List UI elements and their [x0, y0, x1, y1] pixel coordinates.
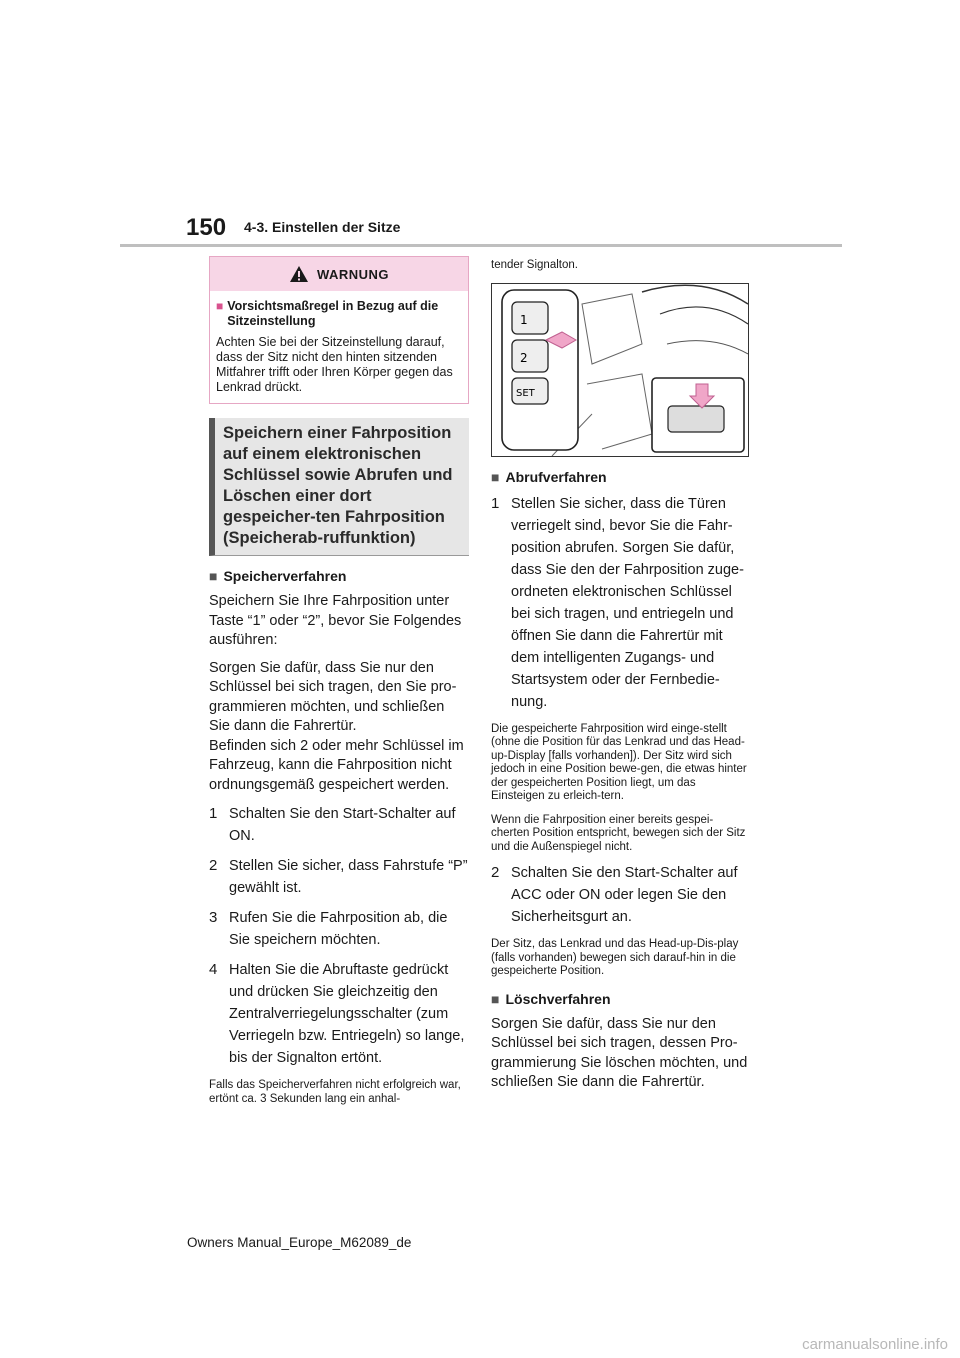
step-number: 1 [491, 494, 500, 512]
warning-label: WARNUNG [316, 266, 390, 282]
square-bullet-icon: ■ [491, 468, 500, 485]
subheading-text: Abrufverfahren [505, 468, 607, 485]
step-text: Stellen Sie sicher, dass Fahrstufe “P” gewählt ist. [229, 858, 468, 896]
warning-body [210, 291, 468, 403]
footer-doc-id: Owners Manual_Europe_M62089_de [187, 1235, 412, 1250]
step-number: 1 [209, 805, 218, 822]
paragraph: Speichern Sie Ihre Fahrposition unter Taste “1” oder “2”, bevor Sie Folgendes ausführen: [209, 593, 462, 648]
paragraph [209, 659, 469, 796]
square-bullet-icon: ■ [216, 299, 224, 313]
paragraph-line: Befinden sich 2 oder mehr Schlüssel im Fahrzeug, kann die Fahrposition nicht ordnungsgemäß gespeichert werden. [209, 737, 464, 793]
section-title: 4-3. Einstellen der Sitze [244, 219, 401, 235]
page-number: 150 [186, 214, 227, 241]
step-text: Rufen Sie die Fahrposition ab, die Sie speichern möchten. [229, 910, 448, 948]
square-bullet-icon: ■ [209, 568, 218, 584]
memory-button-2: 2 [520, 350, 528, 365]
step-item [491, 862, 751, 928]
step-text: Stellen Sie sicher, dass die Türen verriegelt sind, bevor Sie die Fahr-position abrufen. Sorgen Sie dafür, dass Sie den der Fahrposition zuge-ordneten elektronischen Schlüssel bei sich tragen, und entriegeln und öffnen Sie dann die Fahrertür mit dem intelligenten Zugangs- und Startsystem oder der Fernbedie-nung. [511, 495, 744, 710]
warning-box [209, 256, 469, 404]
warning-title-text: Vorsichtsmaßregel in Bezug auf die Sitzeinstellung [227, 299, 439, 328]
note: Der Sitz, das Lenkrad und das Head-up-Dis-play (falls vorhanden) bewegen sich darauf-hin in die gespeicherte Position. [491, 938, 739, 977]
header-divider [120, 244, 842, 247]
note-continuation: tender Signalton. [491, 259, 578, 271]
subheading-abrufverfahren [491, 469, 751, 485]
subheading-text: Speicherverfahren [223, 568, 347, 584]
step-text: Schalten Sie den Start-Schalter auf ACC oder ON oder legen Sie den Sicherheitsgurt an. [511, 865, 738, 925]
door-switch-drawing [492, 284, 748, 456]
step-item [209, 959, 469, 1069]
note: Wenn die Fahrposition einer bereits gespei-cherten Position entspricht, bewegen sich der Sitz und die Außenspiegel nicht. [491, 813, 746, 853]
step-number: 4 [209, 961, 218, 978]
warning-triangle-icon [289, 265, 309, 283]
right-column [491, 256, 751, 1093]
step-number: 3 [209, 909, 218, 926]
watermark: carmanualsonline.info [802, 1336, 948, 1353]
memory-switch-illustration [491, 283, 749, 457]
step-number: 2 [209, 857, 218, 874]
step-item [209, 855, 469, 899]
step-item [491, 493, 751, 713]
paragraph-line: Sorgen Sie dafür, dass Sie nur den Schlüssel bei sich tragen, den Sie pro-grammieren möchten, und schließen Sie dann die Fahrertür. [209, 659, 457, 734]
step-item [209, 803, 469, 847]
step-text: Halten Sie die Abruftaste gedrückt und drücken Sie gleichzeitig den Zentralverriegelungsschalter (zum Verriegeln bzw. Entriegeln) so lange, bis der Signalton ertönt. [229, 962, 465, 1066]
step-item [209, 907, 469, 951]
subheading-text: Löschverfahren [505, 990, 611, 1007]
warning-header [210, 257, 468, 291]
step-number: 2 [491, 864, 500, 881]
warning-title [216, 299, 462, 329]
step-text: Schalten Sie den Start-Schalter auf ON. [229, 806, 456, 844]
memory-button-1: 1 [520, 312, 528, 327]
square-bullet-icon: ■ [491, 990, 500, 1007]
left-column [209, 256, 469, 1106]
warning-text: Achten Sie bei der Sitzeinstellung darauf, dass der Sitz nicht den hinten sitzenden Mitfahrer trifft oder Ihren Körper gegen das Lenkrad drückt. [216, 335, 453, 394]
subheading-speicherverfahren [209, 568, 469, 584]
feature-heading: Speichern einer Fahrposition auf einem elektronischen Schlüssel sowie Abrufen und Löschen einer dort gespeicher-ten Fahrposition (Speicherab-ruffunktion) [209, 418, 469, 556]
subheading-loeschverfahren [491, 991, 751, 1007]
paragraph: Sorgen Sie dafür, dass Sie nur den Schlüssel bei sich tragen, dessen Pro-grammierung Sie löschen möchten, und schließen Sie dann die Fahrertür. [491, 1015, 748, 1090]
note: Die gespeicherte Fahrposition wird einge-stellt (ohne die Position für das Lenkrad und das Head-up-Display [falls vorhanden]). Der Sitz wird sich jedoch in eine Position bewe-gen, die etwas hinter der gespeicherten Position liegt, um das Einsteigen zu erleich-tern. [491, 722, 747, 802]
note: Falls das Speicherverfahren nicht erfolgreich war, ertönt ca. 3 Sekunden lang ein anhal- [209, 1079, 461, 1105]
set-button: SET [516, 387, 535, 399]
